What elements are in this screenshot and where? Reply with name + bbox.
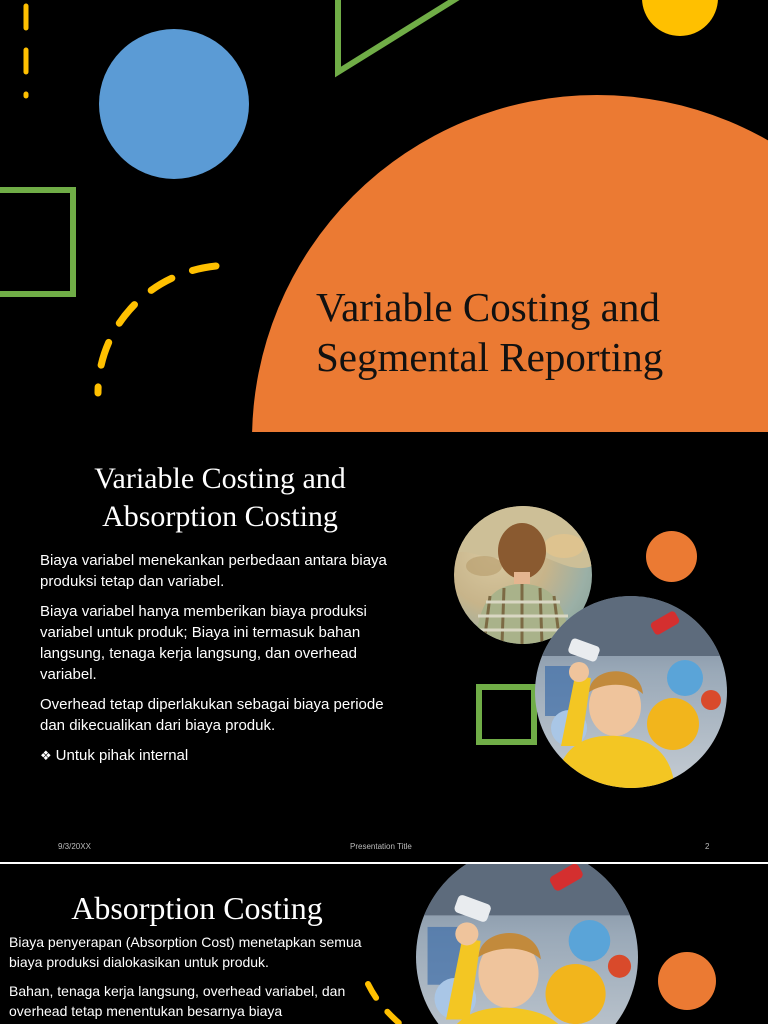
green-square-shape bbox=[0, 187, 76, 297]
slide-title bbox=[316, 282, 756, 382]
section-title-line-1: Variable Costing and bbox=[94, 462, 346, 495]
section-title: Absorption Costing bbox=[71, 890, 323, 926]
bullet-text: Untuk pihak internal bbox=[55, 747, 189, 764]
paragraph: Bahan, tenaga kerja langsung, overhead variabel, dan overhead tetap menentukan besarnya biaya bbox=[9, 983, 346, 1019]
footer-presentation-title: Presentation Title bbox=[350, 842, 412, 851]
boy-rocket-illustration bbox=[416, 864, 638, 1024]
paragraph: Biaya variabel menekankan perbedaan antara biaya produksi tetap dan variabel. bbox=[40, 552, 387, 590]
yellow-dashed-line-shape bbox=[14, 0, 38, 100]
photo-boy-rocket-planets bbox=[416, 864, 638, 1024]
section-title bbox=[40, 460, 400, 536]
boy-rocket-illustration bbox=[535, 596, 727, 788]
section-title-line-2: Absorption Costing bbox=[102, 500, 338, 533]
yellow-dashed-arc-shape bbox=[88, 258, 228, 403]
paragraph: Biaya penyerapan (Absorption Cost) menetapkan semua biaya produksi dialokasikan untuk produk. bbox=[9, 934, 362, 970]
slide-title-line-1: Variable Costing and bbox=[316, 284, 660, 330]
blue-circle-shape bbox=[99, 29, 249, 179]
orange-circle-shape bbox=[646, 531, 697, 582]
slide-title-line-2: Segmental Reporting bbox=[316, 334, 664, 380]
paragraph: Overhead tetap diperlakukan sebagai biaya periode dan dikecualikan dari biaya produk. bbox=[40, 696, 384, 734]
body-text-block bbox=[9, 932, 369, 1024]
orange-circle-shape bbox=[658, 952, 716, 1010]
yellow-dashed-arc-shape bbox=[360, 984, 420, 1024]
footer-date: 9/3/20XX bbox=[58, 842, 91, 851]
body-text-block bbox=[40, 550, 400, 775]
diamond-bullet-icon: ❖ bbox=[40, 748, 52, 763]
footer-page-number: 2 bbox=[705, 842, 710, 851]
title-slide bbox=[0, 0, 768, 432]
green-triangle-shape bbox=[330, 0, 480, 90]
paragraph: Biaya variabel hanya memberikan biaya produksi variabel untuk produk; Biaya ini termasuk bahan langsung, tenaga kerja langsung, dan overhead variabel. bbox=[40, 603, 367, 683]
bullet-item bbox=[40, 745, 400, 766]
yellow-circle-shape bbox=[642, 0, 718, 36]
photo-boy-rocket-planets bbox=[535, 596, 727, 788]
green-square-shape bbox=[476, 684, 537, 745]
